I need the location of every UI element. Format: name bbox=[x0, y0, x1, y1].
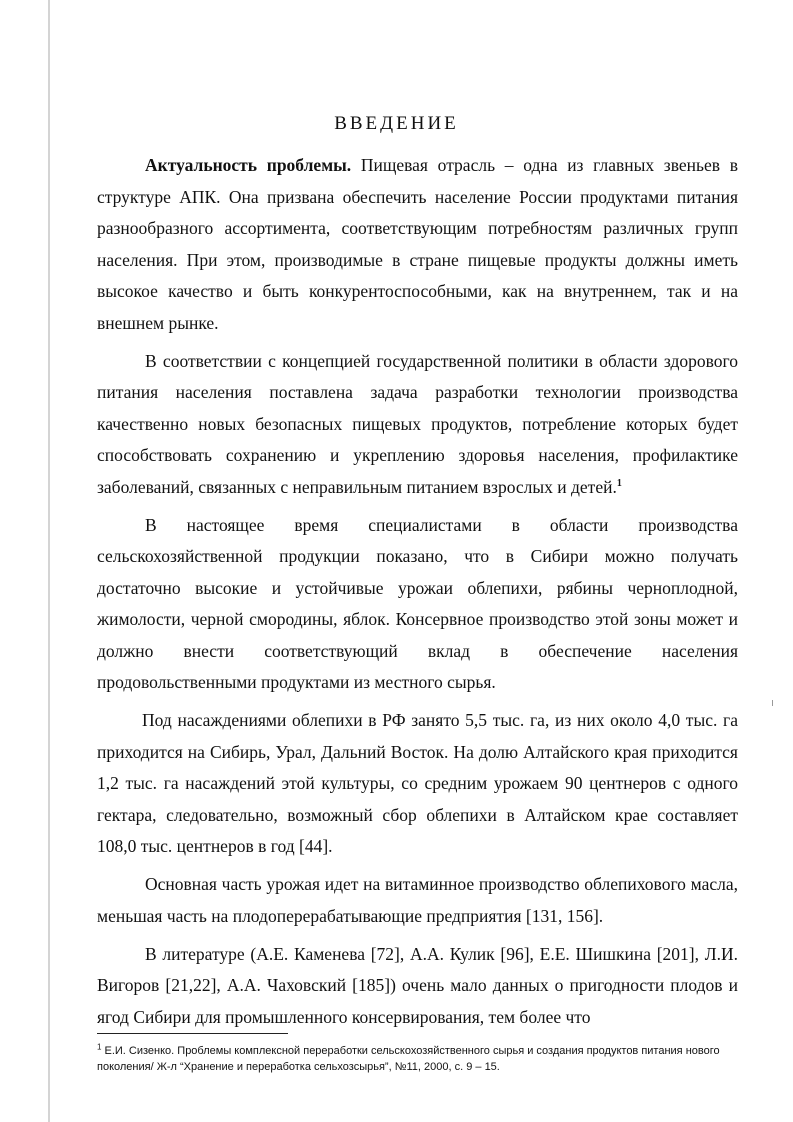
paragraph-harvest bbox=[97, 869, 738, 932]
paragraph-sea-buckthorn bbox=[97, 705, 738, 863]
footnote-divider bbox=[97, 1033, 288, 1034]
footnote bbox=[97, 1043, 738, 1075]
page-title: ВВЕДЕНИЕ bbox=[334, 113, 459, 134]
paragraph-lead: Актуальность проблемы. bbox=[145, 155, 352, 175]
paragraph-text: Пищевая отрасль – одна из главных звеньев в структуре АПК. Она призвана обеспечить население России продуктами питания разнообразного ассортимента, соответствующим потребностям различных групп населения. При этом, производимые в стране пищевые продукты должны иметь высокое качество и быть конкурентоспособными, как на внутреннем, так и на внешнем рынке. bbox=[97, 155, 738, 333]
scan-mark bbox=[772, 700, 773, 706]
paragraph-text: Основная часть урожая идет на витаминное производство облепихового масла, меньшая часть на плодоперерабатывающие предприятия [131, 156]. bbox=[97, 874, 738, 926]
footnote-text: Е.И. Сизенко. Проблемы комплексной переработки сельскохозяйственного сырья и создания продуктов питания нового поколения/ Ж-л “Хранение и переработка сельхозсырья”, №11, 2000, с. 9 – 15. bbox=[97, 1045, 720, 1073]
paragraph-text: Под насаждениями облепихи в РФ занято 5,5 тыс. га, из них около 4,0 тыс. га приходится на Сибирь, Урал, Дальний Восток. На долю Алтайского края приходится 1,2 тыс. га насаждений этой культуры, со средним урожаем 90 центнеров с одного гектара, следовательно, возможный сбор облепихи в Алтайском крае составляет 108,0 тыс. центнеров в год [44]. bbox=[97, 710, 738, 856]
paragraph-relevance bbox=[97, 150, 738, 339]
paragraph-text: В настоящее время специалистами в области производства сельскохозяйственной продукции показано, что в Сибири можно получать достаточно высокие и устойчивые урожаи облепихи, рябины черноплодной, жимолости, черной смородины, яблок. Консервное производство этой зоны может и должно внести соответствующий вклад в обеспечение населения продовольственными продуктами из местного сырья. bbox=[97, 514, 738, 692]
paragraph-text: В соответствии с концепцией государственной политики в области здорового питания населения поставлена задача разработки технологии производства качественно новых безопасных пищевых продуктов, потребление которых будет способствовать сохранению и укреплению здоровья населения, профилактике заболеваний, связанных с неправильным питанием взрослых и детей. bbox=[97, 350, 738, 497]
footnote-marker: 1 bbox=[97, 1042, 102, 1052]
paragraph-siberia bbox=[97, 510, 738, 699]
paragraph-text: В литературе (А.Е. Каменева [72], А.А. Кулик [96], Е.Е. Шишкина [201], Л.И. Вигоров [21,22], А.А. Чаховский [185]) очень мало данных о пригодности плодов и ягод Сибири для промышленного консервирования, тем более что bbox=[97, 943, 738, 1027]
body-text bbox=[97, 150, 738, 1040]
paragraph-literature bbox=[97, 939, 738, 1034]
scan-left-edge bbox=[48, 0, 50, 1122]
footnote-ref: 1 bbox=[616, 477, 622, 489]
paragraph-policy bbox=[97, 346, 738, 504]
